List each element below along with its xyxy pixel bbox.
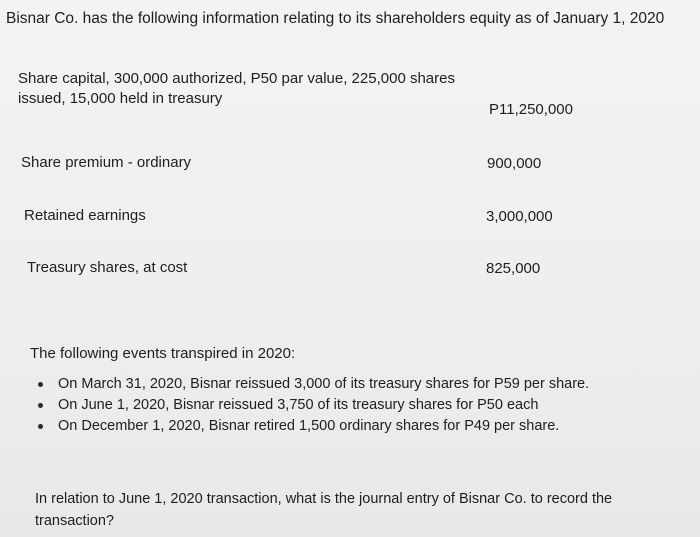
events-list: [34, 374, 589, 437]
bullet-icon: [38, 424, 43, 429]
events-intro: The following events transpired in 2020:: [30, 345, 296, 362]
bullet-icon: [38, 382, 43, 387]
treasury-shares-value: 825,000: [486, 260, 541, 277]
event-text: On December 1, 2020, Bisnar retired 1,500 ordinary shares for P49 per share.: [58, 418, 560, 434]
intro-text: Bisnar Co. has the following information relating to its shareholders equity as of January 1, 2020: [6, 10, 665, 27]
retained-earnings-value: 3,000,000: [486, 208, 553, 225]
share-capital-label-line2: issued, 15,000 held in treasury: [18, 90, 223, 107]
treasury-shares-label: Treasury shares, at cost: [27, 259, 188, 276]
list-item: [34, 374, 589, 395]
list-item: [34, 416, 589, 437]
list-item: [34, 395, 589, 416]
event-text: On March 31, 2020, Bisnar reissued 3,000 of its treasury shares for P59 per share.: [58, 376, 590, 392]
question-text: In relation to June 1, 2020 transaction, what is the journal entry of Bisnar Co. to record the transaction?: [35, 491, 613, 529]
event-text: On June 1, 2020, Bisnar reissued 3,750 of its treasury shares for P50 each: [58, 397, 539, 413]
share-capital-value: P11,250,000: [489, 101, 573, 118]
retained-earnings-label: Retained earnings: [24, 207, 146, 224]
share-capital-label: [18, 69, 455, 109]
share-premium-label: Share premium - ordinary: [21, 154, 192, 171]
bullet-icon: [38, 403, 43, 408]
share-capital-label-line1: Share capital, 300,000 authorized, P50 par value, 225,000 shares: [18, 70, 455, 87]
share-premium-value: 900,000: [487, 155, 542, 172]
